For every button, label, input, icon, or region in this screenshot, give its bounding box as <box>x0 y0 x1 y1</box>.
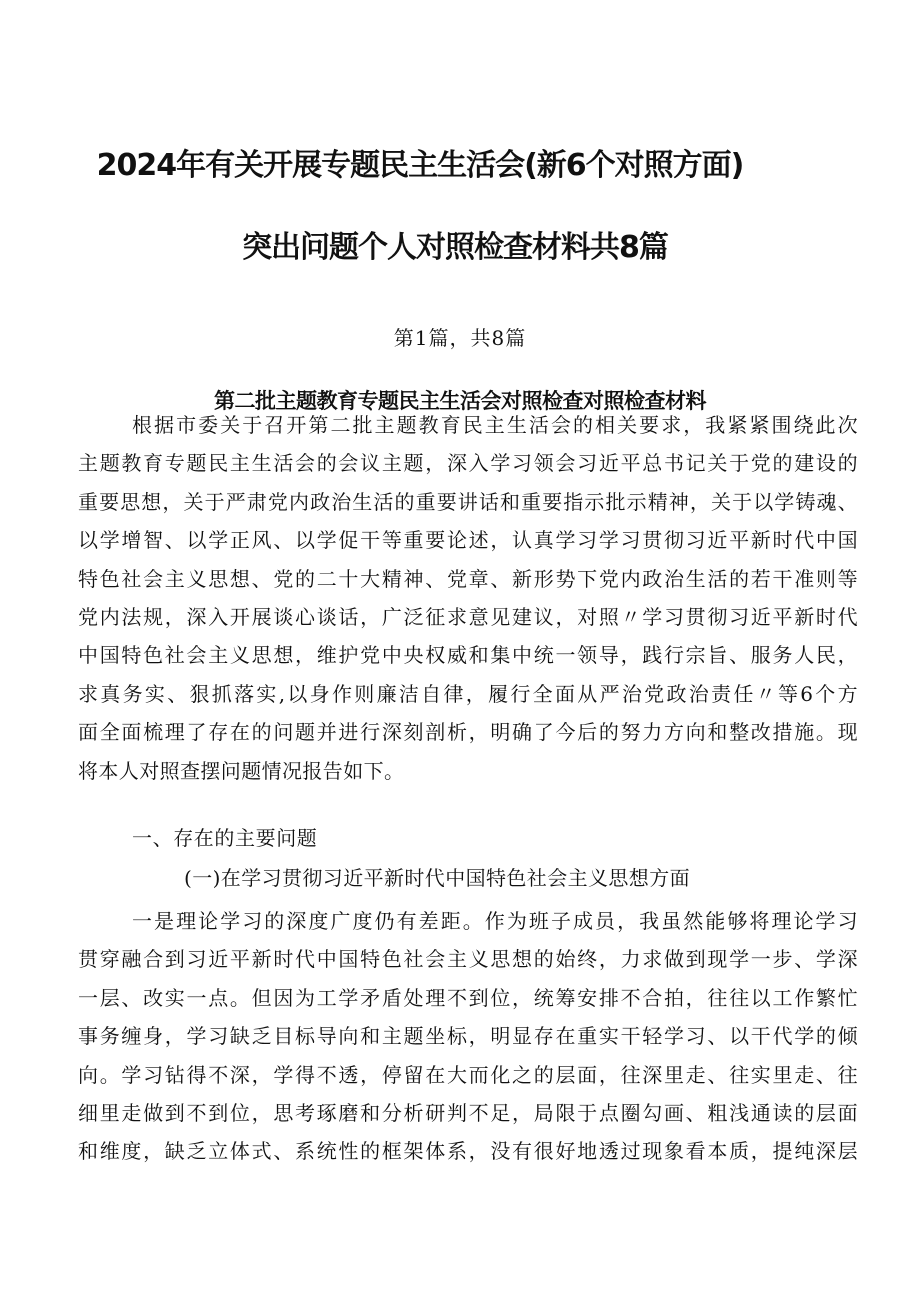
paragraph-line: 向。学习钻得不深，学得不透，停留在大而化之的层面，往深里走、往实里走、往 <box>78 1062 858 1087</box>
paragraph-line: 中国特色社会主义思想，维护党中央权威和集中统一领导，践行宗旨、服务人民， <box>78 643 858 668</box>
paragraph-line: 重要思想，关于严肃党内政治生活的重要讲话和重要指示批示精神，关于以学铸魂、 <box>78 489 858 514</box>
paragraph-line: 党内法规，深入开展谈心谈话，广泛征求意见建议，对照〃学习贯彻习近平新时代 <box>78 605 858 630</box>
section-title: 第二批主题教育专题民主生活会对照检查对照检查材料 <box>214 389 706 414</box>
problem-paragraph <box>78 902 858 1171</box>
paragraph-line: 细里走做到不到位，思考琢磨和分析研判不足，局限于点圈勾画、粗浅通读的层面 <box>78 1101 858 1126</box>
paragraph-line: 一层、改实一点。但因为工学矛盾处理不到位，统筹安排不合拍，往往以工作繁忙 <box>78 985 858 1010</box>
paragraph-line: 贯穿融合到习近平新时代中国特色社会主义思想的始终，力求做到现学一步、学深 <box>78 947 858 972</box>
paragraph-line: 事务缠身，学习缺乏目标导向和主题坐标，明显存在重实干轻学习、以干代学的倾 <box>78 1024 858 1049</box>
document-title-line-2: 突出问题个人对照检查材料共8篇 <box>242 230 668 265</box>
paragraph-line: 主题教育专题民主生活会的会议主题，深入学习领会习近平总书记关于党的建设的 <box>78 451 858 476</box>
paragraph-line: 和维度，缺乏立体式、系统性的框架体系，没有很好地透过现象看本质，提纯深层 <box>78 1139 858 1164</box>
paragraph-line: 以学增智、以学正风、以学促干等重要论述，认真学习学习贯彻习近平新时代中国 <box>78 528 858 553</box>
paragraph-line: 求真务实、狠抓落实,以身作则廉洁自律，履行全面从严治党政治责任〃等6个方 <box>78 681 858 706</box>
paragraph-line: 特色社会主义思想、党的二十大精神、党章、新形势下党内政治生活的若干准则等 <box>78 566 858 591</box>
paragraph-line: 将本人对照查摆问题情况报告如下。 <box>78 758 405 783</box>
heading-subsection-1: (一)在学习贯彻习近平新时代中国特色社会主义思想方面 <box>184 866 691 890</box>
intro-paragraph <box>78 406 858 790</box>
heading-main-problems: 一、存在的主要问题 <box>132 826 318 850</box>
paragraph-line: 面全面梳理了存在的问题并进行深刻剖析，明确了今后的努力方向和整改措施。现 <box>78 720 858 745</box>
paragraph-line: 根据市委关于召开第二批主题教育民主生活会的相关要求，我紧紧围绕此次 <box>132 413 858 437</box>
document-title-line-1: 2024年有关开展专题民主生活会(新6个对照方面) <box>96 148 744 183</box>
paragraph-line: 一是理论学习的深度广度仍有差距。作为班子成员，我虽然能够将理论学习 <box>132 909 858 933</box>
article-counter: 第1篇，共8篇 <box>393 326 527 350</box>
